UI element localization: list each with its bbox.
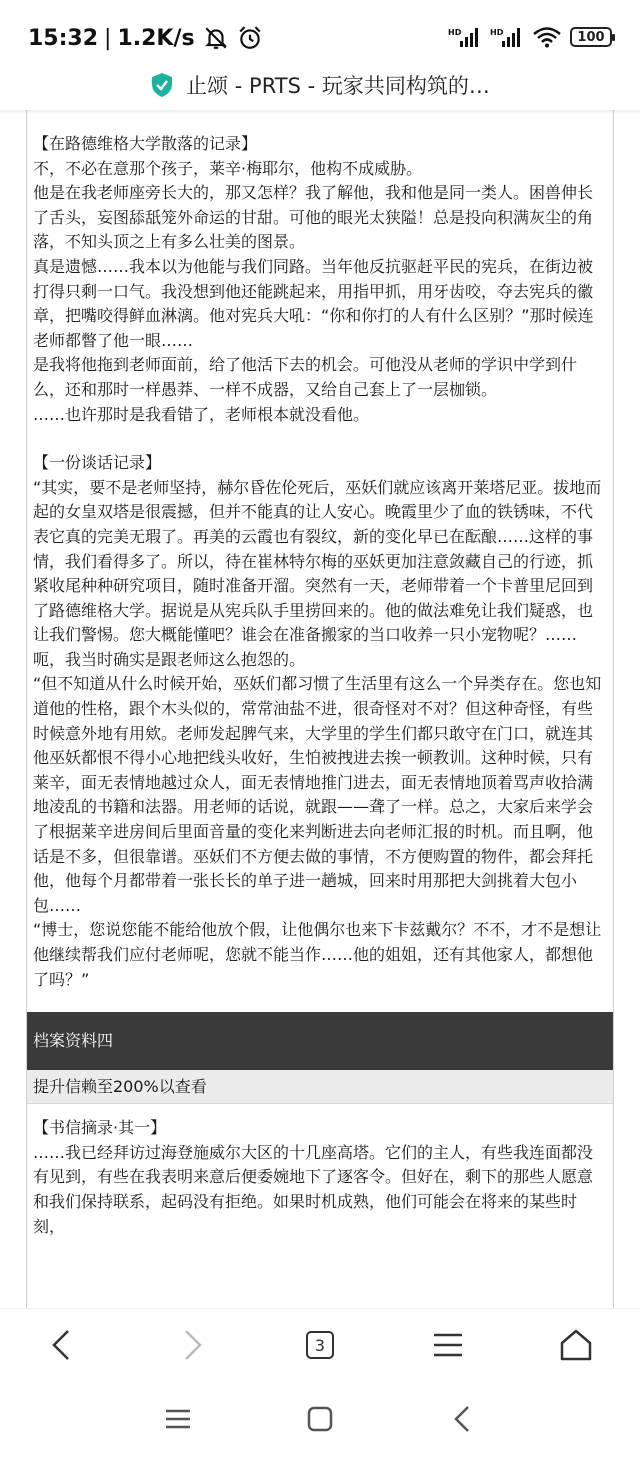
hd-signal-icon [490, 26, 524, 48]
battery-level: 100 [577, 29, 605, 45]
wifi-icon [532, 26, 562, 48]
archive-panel [26, 110, 614, 1308]
status-right [448, 26, 612, 48]
status-bar [0, 0, 640, 60]
tab-count: 3 [314, 1335, 326, 1355]
hd-signal-icon [448, 26, 482, 48]
paragraph: “其实，要不是老师坚持，赫尔昏佐伦死后，巫妖们就应该离开莱塔尼亚。拔地而起的女皇双塔是很震撼，但并不能真的让人安心。晚霞里少了血的铁锈味，不代表它真的完美无瑕了。再美的云霞也有裂纹，新的变化早已在酝酿……这样的事情，我们看得多了。所以，待在崔林特尔梅的巫妖更加注意敛藏自己的行迹，抓紧收尾种种研究项目，随时准备开溜。突然有一天，老师带着一个卡普里尼回到了路德维格大学。据说是从宪兵队手里捞回来的。他的做法难免让我们疑惑，也让我们警惕。您大概能懂吧？谁会在准备搬家的当口收养一只小宠物呢？……呃，我当时确实是跟老师这么抱怨的。 [33, 477, 602, 669]
paragraph: ……我已经拜访过海登施威尔大区的十几座高塔。它们的主人，有些我连面都没有见到，有些在我表明来意后便委婉地下了逐客令。但好在，剩下的那些人愿意和我们保持联系，起码没有拒绝。如果时机成熟，他们可能会在将来的某些时刻， [33, 1142, 594, 1236]
paragraph: “博士，您说您能不能给他放个假，让他偶尔也来下卡兹戴尔？不不，才不是想让他继续帮我们应付老师呢，您就不能当作……他的姐姐，还有其他家人，都想他了吗？” [33, 920, 602, 989]
clock: 15:32 [28, 25, 99, 51]
page-content[interactable] [0, 110, 640, 1308]
paragraph: ……也许那时是我看错了，老师根本就没看他。 [33, 404, 370, 424]
menu-button[interactable] [428, 1327, 468, 1363]
network-speed: 1.2K/s [117, 25, 195, 51]
paragraph: “但不知道从什么时候开始，巫妖们都习惯了生活里有这么一个异类存在。您也知道他的性格，跟个木头似的，常常油盐不进，很奇怪对不对？但这种奇怪，有些时候意外地有用欸。老师发起脾气来，大学里的学生们都只敢守在门口，就连其他巫妖都恨不得小心地把线头收好，生怕被拽进去挨一顿教训。这种时候，只有莱辛，面无表情地越过众人，面无表情地推门进去，面无表情地顶着骂声收拾满地凌乱的书籍和法器。用老师的话说，就跟——聋了一样。总之，大家后来学会了根据莱辛进房间后里面音量的变化来判断进去向老师汇报的时机。而且啊，他话是不多，但很靠谱。巫妖们不方便去做的事情，不方便购置的物件，都会拜托他，他每个月都带着一张长长的单子进一趟城，回来时用那把大剑挑着大包小包…… [33, 674, 602, 915]
browser-bottom-nav [0, 1308, 640, 1380]
record-section [27, 110, 613, 992]
section-heading: 【书信摘录·其一】 [33, 1118, 167, 1138]
paragraph: 是我将他拖到老师面前，给了他活下去的机会。可他没从老师的学识中学到什么，还和那时一样愚莽、一样不成器，又给自己套上了一层枷锁。 [33, 355, 578, 399]
section-heading: 【在路德维格大学散落的记录】 [33, 134, 258, 153]
back-button[interactable] [42, 1327, 82, 1363]
home-button[interactable] [556, 1327, 596, 1363]
system-nav-bar [0, 1380, 640, 1457]
menu-icon [433, 1332, 463, 1358]
paragraph: 他是在我老师座旁长大的，那又怎样？我了解他，我和他是同一类人。困兽伸长了舌头，妄图舔舐笼外命运的甘甜。可他的眼光太狭隘！总是投向积满灰尘的角落，不知头顶之上有多么壮美的图景。 [33, 183, 594, 252]
shield-check-icon [150, 72, 174, 98]
back-icon [50, 1329, 74, 1361]
paragraph: 不，不必在意那个孩子，莱辛·梅耶尔，他构不成威胁。 [33, 158, 423, 178]
svg-text:HD: HD [490, 28, 504, 37]
alarm-icon [237, 25, 263, 51]
paragraph: 真是遗憾……我本以为他能与我们同路。当年他反抗驱赶平民的宪兵，在街边被打得只剩一口气。我没想到他还能跳起来，用指甲抓，用牙齿咬，夺去宪兵的徽章，把嘴咬得鲜血淋漓。他对宪兵大吼：“你和你打的人有什么区别？”那时候连老师都瞥了他一眼…… [33, 256, 594, 350]
home-square-icon [307, 1406, 333, 1432]
bell-off-icon [203, 25, 229, 51]
section-heading: 【一份谈话记录】 [33, 453, 162, 473]
system-back-button[interactable] [446, 1404, 478, 1434]
archive-unlock-condition: 提升信赖至200%以查看 [27, 1070, 613, 1104]
recents-button[interactable] [162, 1404, 194, 1434]
separator: | [104, 25, 112, 51]
browser-title-bar[interactable] [0, 60, 640, 110]
letter-section [27, 1104, 613, 1239]
status-left [28, 25, 263, 51]
page-title: 止颂 - PRTS - 玩家共同构筑的… [186, 74, 490, 98]
tabs-button[interactable] [300, 1327, 340, 1363]
forward-icon [180, 1329, 204, 1361]
recents-icon [165, 1408, 191, 1430]
tabs-icon [306, 1331, 334, 1359]
forward-button[interactable] [172, 1327, 212, 1363]
home-icon [560, 1329, 592, 1361]
archive-section-header: 档案资料四 [27, 1012, 613, 1070]
svg-text:HD: HD [448, 28, 462, 37]
back-triangle-icon [452, 1405, 472, 1433]
battery-icon [570, 27, 612, 47]
system-home-button[interactable] [304, 1404, 336, 1434]
